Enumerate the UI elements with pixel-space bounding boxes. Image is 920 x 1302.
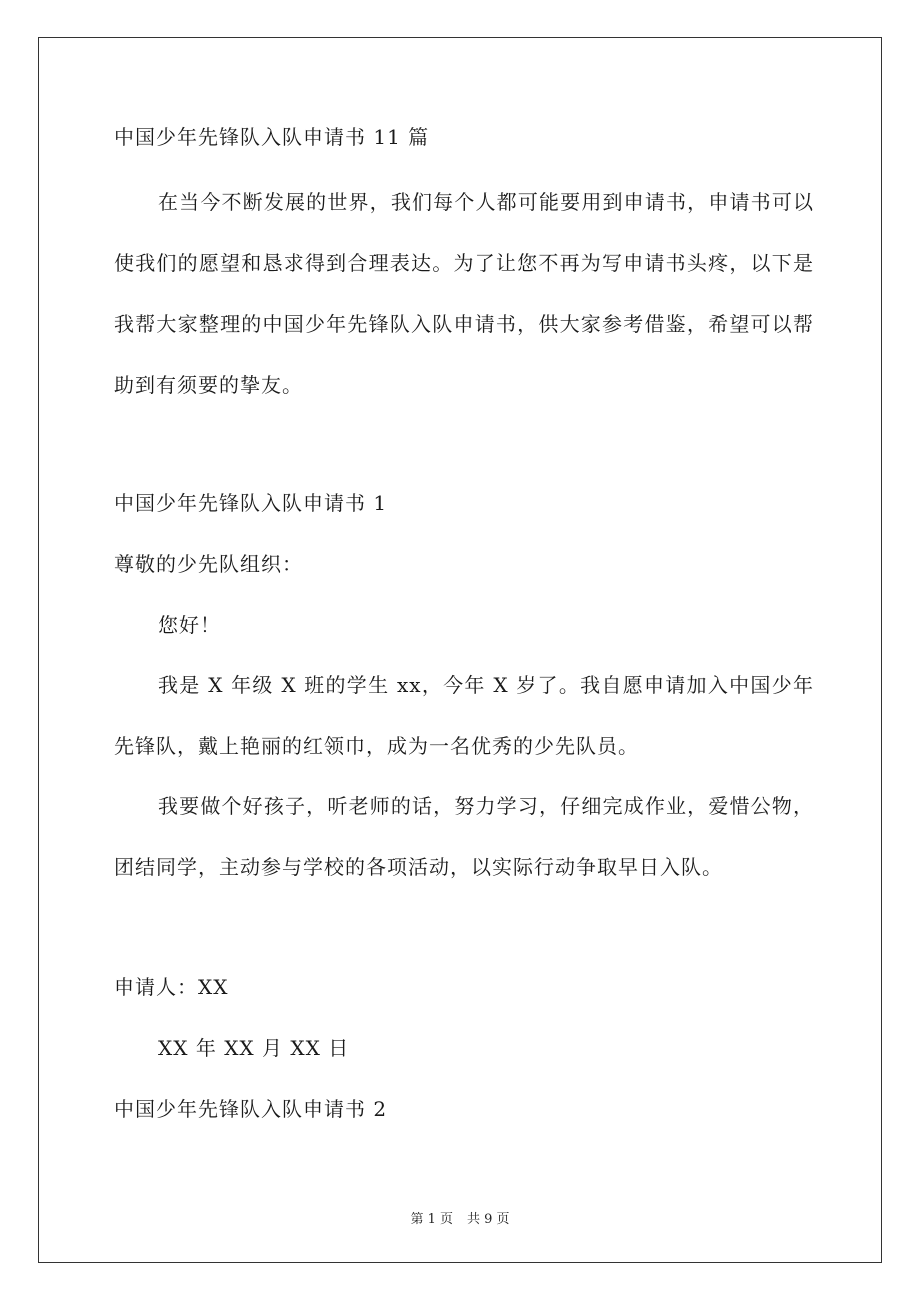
- section2-heading: 中国少年先锋队入队申请书 2: [114, 1097, 388, 1121]
- greeting: 您好！: [158, 613, 221, 637]
- salutation: 尊敬的少先队组织：: [114, 552, 303, 576]
- page-number-current: 第 1 页: [410, 1212, 453, 1227]
- section1-heading: 中国少年先锋队入队申请书 1: [114, 491, 388, 515]
- document-title: 中国少年先锋队入队申请书 11 篇: [114, 125, 430, 149]
- body-paragraph-1: 我是 X 年级 X 班的学生 xx，今年 X 岁了。我自愿申请加入中国少年先锋队，戴上艳丽的红领巾，成为一名优秀的少先队员。: [114, 673, 814, 758]
- date: XX 年 XX 月 XX 日: [158, 1036, 350, 1060]
- page-number-total: 共 9 页: [467, 1212, 510, 1227]
- signature: 申请人：XX: [114, 975, 229, 999]
- intro-paragraph: 在当今不断发展的世界，我们每个人都可能要用到申请书，申请书可以使我们的愿望和恳求得到合理表达。为了让您不再为写申请书头疼，以下是我帮大家整理的中国少年先锋队入队申请书，供大家参考借鉴，希望可以帮助到有须要的挚友。: [114, 190, 814, 397]
- body-paragraph-2: 我要做个好孩子，听老师的话，努力学习，仔细完成作业，爱惜公物，团结同学，主动参与学校的各项活动，以实际行动争取早日入队。: [114, 794, 814, 879]
- page-footer: [0, 1208, 920, 1227]
